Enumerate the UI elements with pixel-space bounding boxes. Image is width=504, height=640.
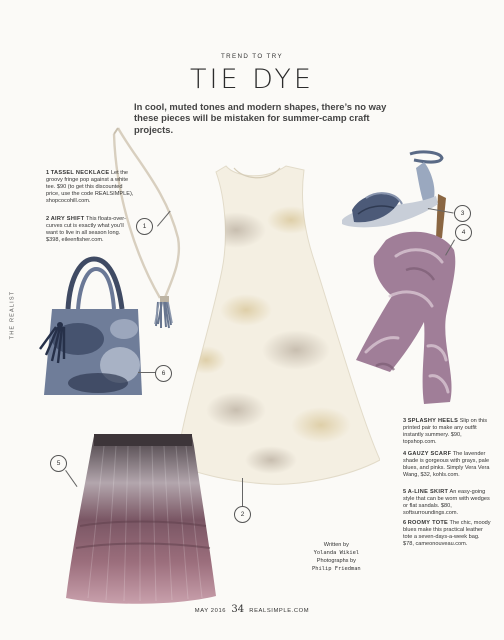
blurb-number: 1 xyxy=(46,170,50,176)
blurb-text: An easy-going style that can be worn with wedges or flat sandals. $80, softsurroundings.com. xyxy=(403,489,490,516)
blurb-text: The chic, moody blues make this practical leather tote a seven-days-a-week bag. $78, cameonouveau.com. xyxy=(403,520,491,547)
page-title: TIE DYE xyxy=(190,64,314,95)
callout-4: 4 xyxy=(455,224,472,241)
dek: In cool, muted tones and modern shapes, there’s no way these pieces will be mistaken for summer-camp craft projects. xyxy=(134,101,387,135)
page-footer xyxy=(0,604,504,615)
blurb-number: 6 xyxy=(403,520,407,526)
blurb-tassel-necklace xyxy=(46,170,134,205)
blurb-a-line-skirt xyxy=(403,489,491,517)
callout-5: 5 xyxy=(50,455,67,472)
blurb-text: The lavender shade is gorgeous with grays, pale blues, and pinks. Simply Vera Vera Wang, $32, kohls.com. xyxy=(403,451,490,478)
tie-dye-skirt-image xyxy=(66,430,216,606)
writer-name: Yolanda Wikiel xyxy=(313,550,360,556)
credits xyxy=(312,541,361,573)
issue-date: MAY 2016 xyxy=(194,608,227,614)
photographer-name: Philip Friedman xyxy=(312,566,361,572)
blurb-heading: SPLASHY HEELS xyxy=(407,418,459,424)
blurb-heading: AIRY SHIFT xyxy=(50,216,85,222)
blurb-number: 2 xyxy=(46,216,50,222)
callout-2: 2 xyxy=(234,506,251,523)
blurb-number: 3 xyxy=(403,418,407,424)
photographs-by-label: Photographs by xyxy=(316,558,356,564)
blurb-heading: ROOMY TOTE xyxy=(407,520,449,526)
leader-line-2 xyxy=(242,478,243,508)
blurb-heading: A-LINE SKIRT xyxy=(407,489,449,495)
website: REALSIMPLE.COM xyxy=(249,608,310,614)
callout-6: 6 xyxy=(155,365,172,382)
blurb-text: Slip on this printed pair to make any outfit instantly summery. $90, topshop.com. xyxy=(403,418,488,445)
blurb-gauzy-scarf xyxy=(403,451,491,479)
blurb-text: This floats-over-curves cut is exactly what you’ll want to live in all season long. $398, eileenfisher.com. xyxy=(46,216,127,243)
tie-dye-tote-image xyxy=(38,255,154,405)
blurb-airy-shift xyxy=(46,216,134,244)
blurb-splashy-heels xyxy=(403,418,491,446)
callout-3: 3 xyxy=(454,205,471,222)
blurb-heading: GAUZY SCARF xyxy=(407,451,452,457)
blurb-number: 5 xyxy=(403,489,407,495)
blurb-number: 4 xyxy=(403,451,407,457)
kicker: TREND TO TRY xyxy=(220,53,284,60)
blurb-roomy-tote xyxy=(403,520,491,548)
page-number: 34 xyxy=(231,604,245,615)
callout-1: 1 xyxy=(136,218,153,235)
blurb-heading: TASSEL NECKLACE xyxy=(50,170,110,176)
written-by-label: Written by xyxy=(323,542,349,548)
blurb-text: Let the groovy fringe pop against a white tee. $90 (to get this discounted price, use the code REALSIMPLE), shopcocohill.com. xyxy=(46,170,134,204)
leader-line-6 xyxy=(138,372,156,373)
section-label: THE REALIST xyxy=(9,290,16,340)
